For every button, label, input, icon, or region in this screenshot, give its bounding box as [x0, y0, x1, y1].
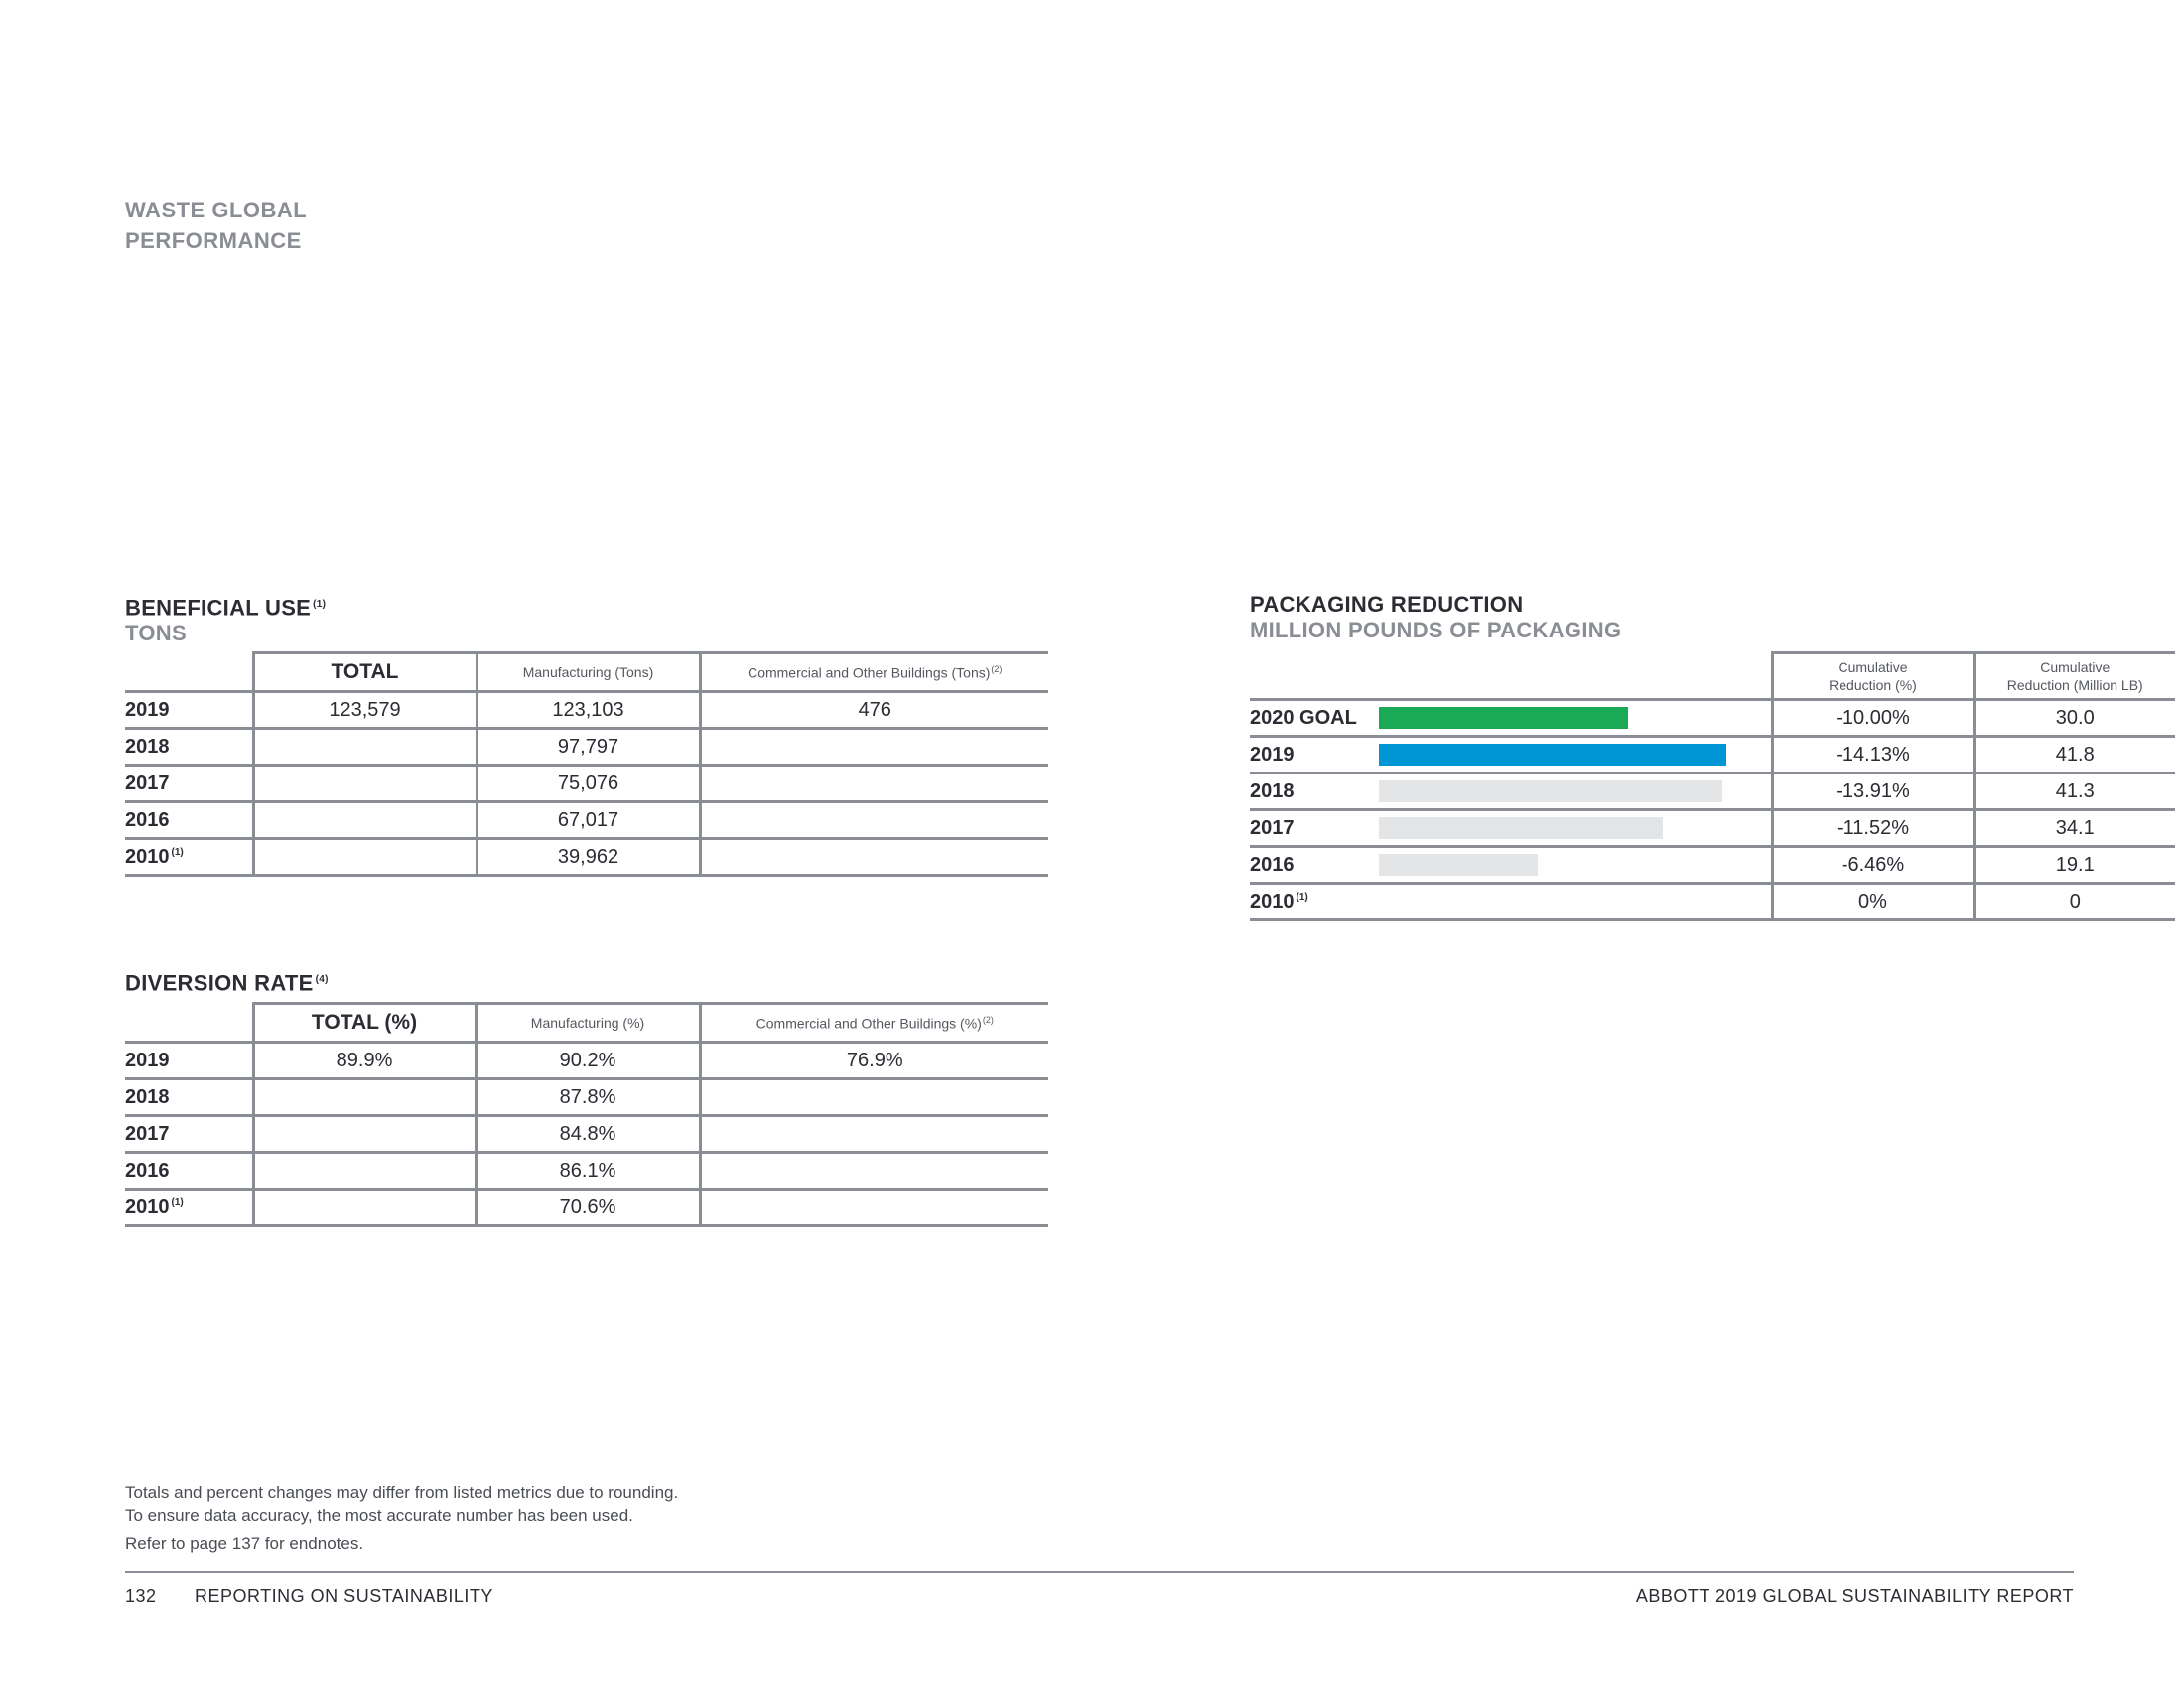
row-year — [125, 729, 253, 766]
table-header-blank — [125, 653, 253, 692]
cell-commercial — [700, 766, 1048, 802]
cell-cumulative-pct: -10.00% — [1772, 700, 1974, 737]
row-year — [125, 1116, 253, 1153]
row-year-label: 2017 — [125, 772, 170, 794]
cell-manufacturing: 97,797 — [477, 729, 700, 766]
row-category-label: 2019 — [1250, 743, 1295, 766]
page-number: 132 — [125, 1586, 157, 1606]
table-row — [1250, 810, 2175, 847]
row-year-label: 2017 — [125, 1122, 170, 1145]
footnote-line-1: Totals and percent changes may differ from listed metrics due to rounding. — [125, 1483, 679, 1502]
table-row — [1250, 700, 2175, 737]
table-header-row — [125, 1004, 1048, 1043]
cell-total: 123,579 — [253, 692, 477, 729]
row-category — [1250, 884, 1379, 920]
footer-section: REPORTING ON SUSTAINABILITY — [195, 1586, 493, 1606]
cell-commercial: 76.9% — [700, 1043, 1048, 1079]
diversion-rate-heading — [125, 967, 329, 996]
col-header-total: TOTAL — [253, 653, 477, 692]
table-header-row — [125, 653, 1048, 692]
diversion-rate-title: DIVERSION RATE — [125, 970, 314, 996]
row-year — [125, 1079, 253, 1116]
col-header-manufacturing: Manufacturing (Tons) — [477, 653, 700, 692]
row-year — [125, 1153, 253, 1190]
footnote-marker: (1) — [171, 1196, 184, 1208]
cell-manufacturing: 70.6% — [476, 1190, 700, 1226]
packaging-reduction-heading — [1250, 592, 1621, 643]
table-row — [1250, 737, 2175, 774]
col-header-manufacturing: Manufacturing (%) — [476, 1004, 700, 1043]
cell-manufacturing: 86.1% — [476, 1153, 700, 1190]
cell-manufacturing: 84.8% — [476, 1116, 700, 1153]
table-header-blank — [1379, 653, 1772, 700]
beneficial-use-subtitle: TONS — [125, 621, 187, 646]
cell-total — [253, 1153, 476, 1190]
footer-divider — [125, 1571, 2074, 1573]
beneficial-use-title: BENEFICIAL USE — [125, 595, 312, 621]
col-header-total: TOTAL (%) — [253, 1004, 476, 1043]
table-header-blank — [1250, 653, 1379, 700]
table-header-blank — [125, 1004, 253, 1043]
footer-left — [125, 1586, 493, 1607]
col-header-cumulative-pct — [1772, 653, 1974, 700]
col-header-commercial — [700, 653, 1048, 692]
row-year — [125, 839, 253, 876]
col-header-cumulative-lb-line-2: Reduction (Million LB) — [2006, 677, 2143, 693]
footnote — [125, 1481, 678, 1555]
row-year-label: 2018 — [125, 1085, 170, 1108]
cell-cumulative-lb: 41.8 — [1974, 737, 2175, 774]
cell-manufacturing: 87.8% — [476, 1079, 700, 1116]
row-category — [1250, 774, 1379, 810]
footnote-marker: (2) — [982, 1014, 994, 1025]
table-row — [125, 1079, 1048, 1116]
cell-manufacturing: 90.2% — [476, 1043, 700, 1079]
row-category-label: 2018 — [1250, 779, 1295, 802]
cell-total — [253, 839, 477, 876]
row-year-label: 2019 — [125, 698, 170, 721]
row-year-label: 2016 — [125, 1159, 170, 1182]
cell-cumulative-pct: -11.52% — [1772, 810, 1974, 847]
cell-manufacturing: 67,017 — [477, 802, 700, 839]
col-header-cumulative-lb — [1974, 653, 2175, 700]
cell-commercial — [700, 1190, 1048, 1226]
footnote-line-2: To ensure data accuracy, the most accurate number has been used. — [125, 1506, 633, 1525]
cell-manufacturing: 39,962 — [477, 839, 700, 876]
cell-commercial — [700, 1116, 1048, 1153]
footnote-marker: (1) — [313, 599, 327, 610]
footnote-marker: (2) — [991, 663, 1003, 674]
bar-cell — [1379, 884, 1772, 920]
table-row — [125, 729, 1048, 766]
bar-cell — [1379, 847, 1772, 884]
table-row — [125, 802, 1048, 839]
row-category-label: 2020 GOAL — [1250, 706, 1357, 729]
cell-total — [253, 729, 477, 766]
col-header-cumulative-pct-line-2: Reduction (%) — [1829, 677, 1917, 693]
section-title-line-2: PERFORMANCE — [125, 228, 302, 253]
col-header-cumulative-lb-line-1: Cumulative — [2040, 659, 2111, 675]
row-category-label: 2016 — [1250, 853, 1295, 876]
table-row — [1250, 884, 2175, 920]
row-year-label: 2019 — [125, 1049, 170, 1071]
cell-commercial: 476 — [700, 692, 1048, 729]
cell-cumulative-pct: -13.91% — [1772, 774, 1974, 810]
bar-cell — [1379, 737, 1772, 774]
table-row — [125, 839, 1048, 876]
cell-commercial — [700, 1153, 1048, 1190]
footnote-marker: (1) — [1296, 891, 1308, 903]
cell-total: 89.9% — [253, 1043, 476, 1079]
table-header-row — [1250, 653, 2175, 700]
row-category — [1250, 810, 1379, 847]
row-year — [125, 1043, 253, 1079]
chart-bar — [1379, 744, 1726, 766]
footer-report-title: ABBOTT 2019 GLOBAL SUSTAINABILITY REPORT — [1635, 1586, 2074, 1606]
section-title-line-1: WASTE GLOBAL — [125, 198, 308, 222]
chart-bar — [1379, 854, 1538, 876]
packaging-reduction-title: PACKAGING REDUCTION — [1250, 592, 1524, 617]
footnote-marker: (4) — [315, 974, 329, 985]
table-row — [125, 1190, 1048, 1226]
col-header-cumulative-pct-line-1: Cumulative — [1838, 659, 1908, 675]
row-year — [125, 692, 253, 729]
row-year — [125, 1190, 253, 1226]
row-year-label: 2010 — [125, 1196, 170, 1218]
cell-total — [253, 1190, 476, 1226]
cell-cumulative-lb: 34.1 — [1974, 810, 2175, 847]
cell-cumulative-pct: 0% — [1772, 884, 1974, 920]
beneficial-use-table — [125, 651, 1048, 877]
diversion-rate-table — [125, 1002, 1048, 1227]
chart-bar — [1379, 707, 1628, 729]
packaging-reduction-table — [1250, 651, 2175, 921]
bar-cell — [1379, 700, 1772, 737]
cell-cumulative-pct: -14.13% — [1772, 737, 1974, 774]
bar-cell — [1379, 810, 1772, 847]
row-category-label: 2010 — [1250, 890, 1295, 913]
footnote-line-3: Refer to page 137 for endnotes. — [125, 1534, 364, 1553]
row-category-label: 2017 — [1250, 816, 1295, 839]
row-category — [1250, 700, 1379, 737]
col-header-commercial-label: Commercial and Other Buildings (Tons) — [748, 664, 991, 681]
cell-commercial — [700, 729, 1048, 766]
cell-total — [253, 1079, 476, 1116]
row-year-label: 2010 — [125, 845, 170, 868]
row-year — [125, 802, 253, 839]
bar-cell — [1379, 774, 1772, 810]
table-row — [125, 766, 1048, 802]
section-title — [125, 195, 307, 256]
row-category — [1250, 737, 1379, 774]
footnote-marker: (1) — [171, 846, 184, 858]
cell-commercial — [700, 1079, 1048, 1116]
beneficial-use-heading — [125, 592, 326, 646]
cell-manufacturing: 123,103 — [477, 692, 700, 729]
cell-manufacturing: 75,076 — [477, 766, 700, 802]
row-year-label: 2016 — [125, 808, 170, 831]
cell-commercial — [700, 839, 1048, 876]
cell-commercial — [700, 802, 1048, 839]
cell-cumulative-lb: 19.1 — [1974, 847, 2175, 884]
table-row — [125, 1116, 1048, 1153]
cell-total — [253, 802, 477, 839]
chart-bar — [1379, 817, 1663, 839]
table-row — [125, 692, 1048, 729]
cell-cumulative-pct: -6.46% — [1772, 847, 1974, 884]
row-category — [1250, 847, 1379, 884]
table-row — [125, 1043, 1048, 1079]
cell-total — [253, 1116, 476, 1153]
cell-cumulative-lb: 30.0 — [1974, 700, 2175, 737]
table-row — [125, 1153, 1048, 1190]
col-header-commercial-label: Commercial and Other Buildings (%) — [755, 1015, 982, 1032]
chart-bar — [1379, 780, 1722, 802]
cell-cumulative-lb: 41.3 — [1974, 774, 2175, 810]
table-row — [1250, 847, 2175, 884]
table-row — [1250, 774, 2175, 810]
cell-total — [253, 766, 477, 802]
col-header-commercial — [700, 1004, 1048, 1043]
row-year — [125, 766, 253, 802]
row-year-label: 2018 — [125, 735, 170, 758]
packaging-reduction-subtitle: MILLION POUNDS OF PACKAGING — [1250, 618, 1622, 642]
cell-cumulative-lb: 0 — [1974, 884, 2175, 920]
